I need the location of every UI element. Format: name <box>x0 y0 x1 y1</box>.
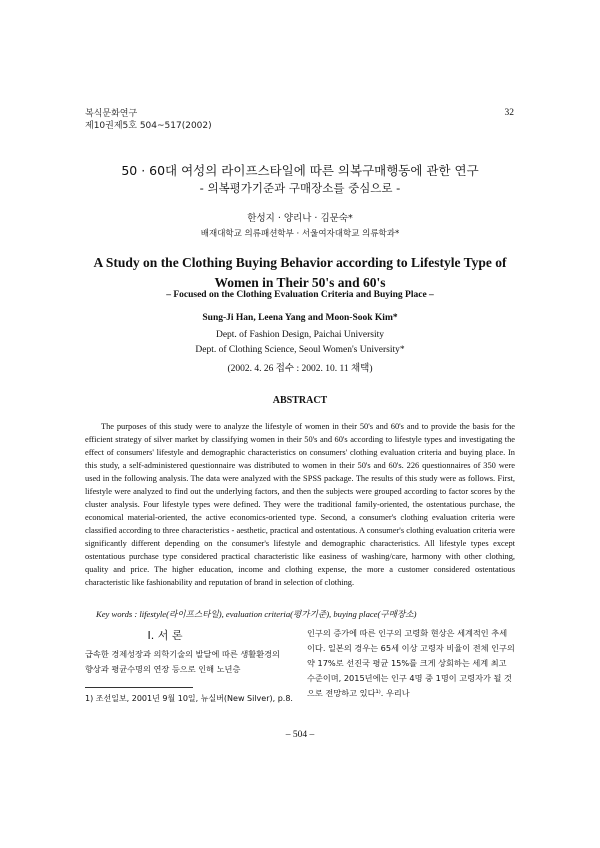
korean-title: 50 · 60대 여성의 라이프스타일에 따른 의복구매행동에 관한 연구 <box>121 163 479 178</box>
korean-authors: 한성지 · 양리나 · 김문숙* <box>247 213 353 224</box>
page-number-top: 32 <box>504 108 514 118</box>
english-title-line2: Women in Their 50's and 60's <box>214 275 386 290</box>
english-affiliation-2: Dept. of Clothing Science, Seoul Women's University* <box>195 345 405 355</box>
english-title-line1: A Study on the Clothing Buying Behavior according to Lifestyle Type of <box>93 255 507 270</box>
journal-header <box>85 108 212 132</box>
footnote: 1) 조선일보, 2001년 9월 10일, 뉴실버(New Silver), p.8. <box>85 694 293 703</box>
journal-volume: 제10권제5호 504~517(2002) <box>85 121 212 131</box>
abstract-body: The purposes of this study were to analyze the lifestyle of women in their 50's and 60's and to provide the basis for the efficient strategy of silver market by classifying women in their 50's and 60's according to lifestyle types and investigating the effect of consumers' lifestyle and demographic characteristics on consumers' clothing evaluation criteria and buying place. In this study, a self-administered questionnaire was distributed to women in their 50's and 60's. 226 questionnaires of 350 were used in the following analysis. The data were analyzed with the SPSS package. The results of this study were as follows. First, lifestyle were analyzed to find out the underlying factors, and then the subjects were grouped according to factor scores by the cluster analysis. Four lifestyle types were defined. They were the traditional family-oriented, the ostentatious purchase, the economical material-oriented, the active economics-oriented type. Second, a consumer's clothing evaluation criteria were classified according to three characteristics - aesthetic, practical and ostentatious. A consumer's clothing evaluation criteria were significantly different depending on the consumer's lifestyle and demographic characteristics. All lifestyle types except ostentatious purchase type considered practical characteristic like easiness of washing/care, harmony with other clothing, quality and price. The higher education, income and clothing expense, the more a customer considered ostentatious characteristic like fashionability and reputation of brand in selection of clothing. <box>85 422 515 587</box>
body-text-left-column: 급속한 경제성장과 의학기술의 발달에 따른 생활환경의 향상과 평균수명의 연장 등으로 인해 노년층 <box>85 649 280 674</box>
footnote-divider <box>85 687 193 688</box>
english-affiliation-1: Dept. of Fashion Design, Paichai University <box>215 330 385 340</box>
section-heading-introduction: I. 서 론 <box>147 629 183 642</box>
english-title <box>0 253 600 293</box>
english-authors: Sung-Ji Han, Leena Yang and Moon-Sook Kim* <box>202 313 398 323</box>
journal-name: 복식문화연구 <box>85 109 138 119</box>
korean-subtitle: - 의복평가기준과 구매장소를 중심으로 - <box>199 181 401 195</box>
body-text-right-column: 인구의 증가에 따른 인구의 고령화 현상은 세계적인 추세이다. 일본의 경우는 65세 이상 고령자 비율이 전체 인구의 약 17%로 선진국 평균 15%를 크게 상회하는 세계 최고 수준이며, 2015년에는 인구 4명 중 1명이 고령자가 될 것으로 전망하고 있다¹⁾. 우리나 <box>307 628 515 698</box>
korean-affiliations: 배재대학교 의류패션학부 · 서울여자대학교 의류학과* <box>200 229 400 239</box>
keywords: Key words : lifestyle(라이프스타일), evaluation criteria(평가기준), buying place(구매장소) <box>96 609 417 619</box>
abstract-heading: ABSTRACT <box>272 395 328 406</box>
page-number-bottom: – 504 – <box>285 730 315 740</box>
received-dates: (2002. 4. 26 접수 : 2002. 10. 11 채택) <box>227 364 373 374</box>
english-subtitle: – Focused on the Clothing Evaluation Criteria and Buying Place – <box>166 290 434 300</box>
